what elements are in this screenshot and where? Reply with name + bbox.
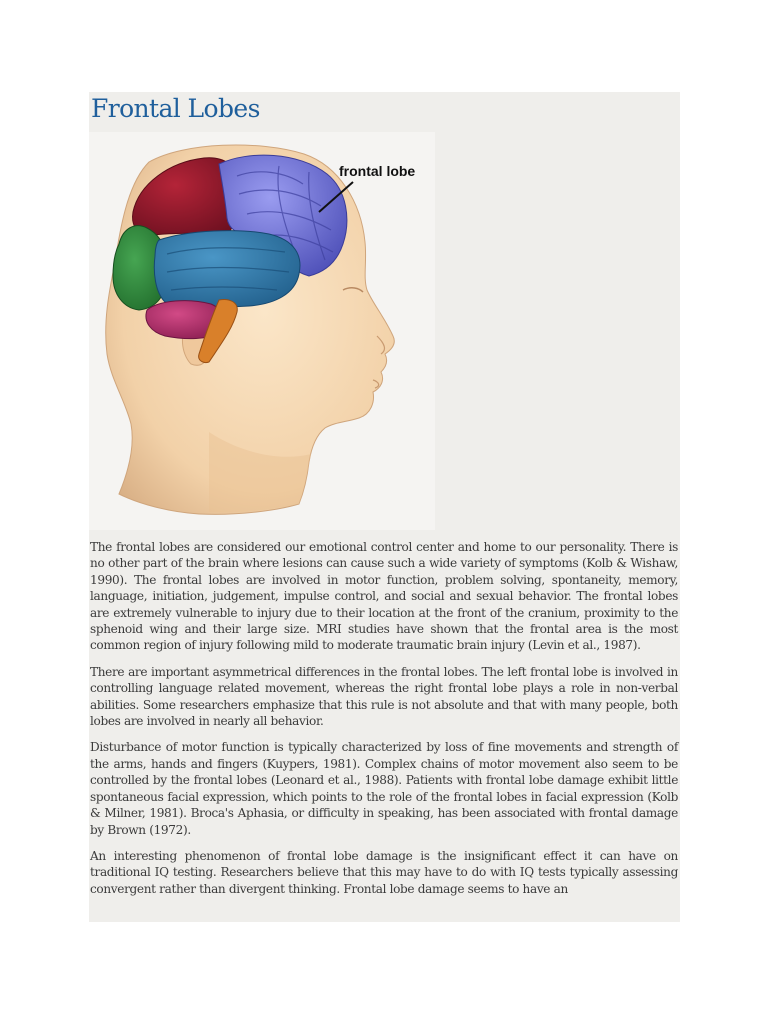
page-title: Frontal Lobes: [91, 94, 260, 123]
brain-figure: [89, 132, 435, 530]
paragraph-3: Disturbance of motor function is typically characterized by loss of fine movements and strength of the arms, hands and fingers (Kuypers, 1981). Complex chains of motor movement also seem to be controlled by the frontal lobes (Leonard et al., 1988). Patients with frontal lobe damage exhibit little spontaneous facial expression, which points to the role of the frontal lobes in facial expression (Kolb & Milner, 1981). Broca's Aphasia, or difficulty in speaking, has been associated with frontal damage by Brown (1972).: [90, 740, 678, 837]
temporal-lobe: [154, 231, 300, 308]
document-page: [89, 92, 680, 922]
paragraph-2: There are important asymmetrical differences in the frontal lobes. The left frontal lobe is involved in controlling language related movement, whereas the right frontal lobe plays a role in non-verbal abilities. Some researchers emphasize that this rule is not absolute and that with many people, both lobes are involved in nearly all behavior.: [90, 664, 678, 729]
paragraph-4: An interesting phenomenon of frontal lobe damage is the insignificant effect it can have on traditional IQ testing. Researchers believe that this may have to do with IQ tests typically assessing convergent rather than divergent thinking. Frontal lobe damage seems to have an: [90, 848, 678, 896]
head-brain-illustration: [89, 132, 435, 530]
paragraph-1: The frontal lobes are considered our emotional control center and home to our personality. There is no other part of the brain where lesions can cause such a wide variety of symptoms (Kolb & Wishaw, 1990). The frontal lobes are involved in motor function, problem solving, spontaneity, memory, language, initiation, judgement, impulse control, and social and sexual behavior. The frontal lobes are extremely vulnerable to injury due to their location at the front of the cranium, proximity to the sphenoid wing and their large size. MRI studies have shown that the frontal area is the most common region of injury following mild to moderate traumatic brain injury (Levin et al., 1987).: [90, 540, 678, 653]
callout-label: frontal lobe: [339, 163, 416, 179]
article-body: [90, 539, 678, 907]
